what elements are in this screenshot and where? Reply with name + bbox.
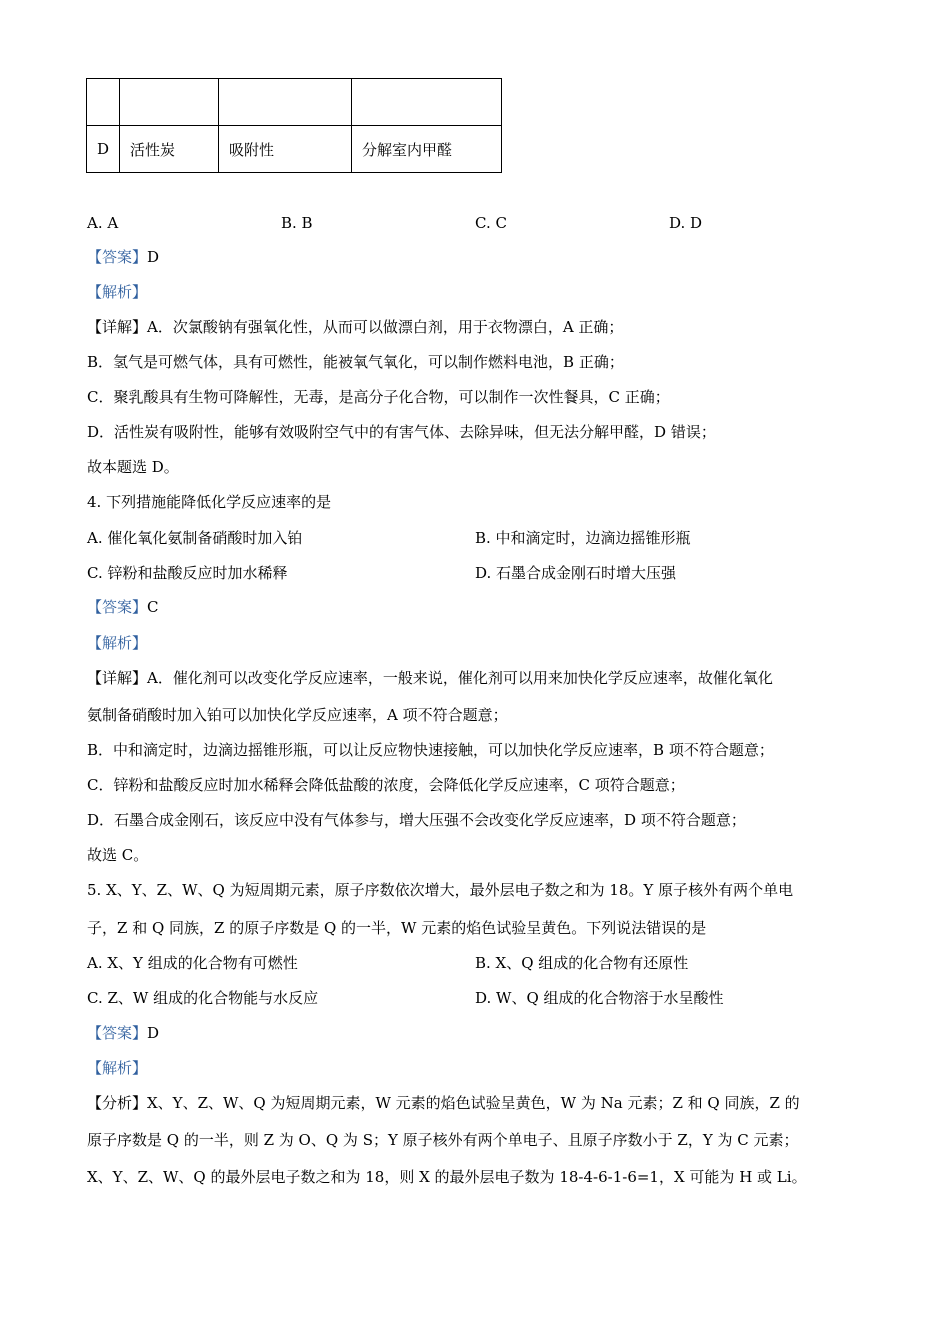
q3-detail-line: D．活性炭有吸附性，能够有效吸附空气中的有害气体、去除异味，但无法分解甲醛，D 错误； (87, 423, 716, 441)
q3-option-a: A. A (87, 214, 119, 232)
q4-detail-line: 【详解】A．催化剂可以改变化学反应速率，一般来说，催化剂可以用来加快化学反应速率，故催化氧化 (87, 669, 773, 687)
q5-option-c: C. Z、W 组成的化合物能与水反应 (87, 989, 319, 1007)
substance-cell: 活性炭 (120, 126, 219, 173)
q4-stem: 4. 下列措施能降低化学反应速率的是 (87, 493, 332, 511)
q4-detail-line: B．中和滴定时，边滴边摇锥形瓶，可以让反应物快速接触，可以加快化学反应速率，B 项不符合题意； (87, 741, 774, 759)
q4-answer: 【答案】C (87, 598, 159, 616)
q3-detail-line: C．聚乳酸具有生物可降解性，无毒，是高分子化合物，可以制作一次性餐具，C 正确； (87, 388, 670, 406)
q5-detail-line: 【分析】X、Y、Z、W、Q 为短周期元素，W 元素的焰色试验呈黄色，W 为 Na 元素；Z 和 Q 同族，Z 的 (87, 1094, 800, 1112)
q4-analysis-tag: 【解析】 (87, 634, 148, 652)
q3-option-d: D. D (669, 214, 703, 232)
q5-option-a: A. X、Y 组成的化合物有可燃性 (87, 954, 298, 972)
q4-detail-line: C．锌粉和盐酸反应时加水稀释会降低盐酸的浓度，会降低化学反应速率，C 项符合题意； (87, 776, 685, 794)
q3-option-b: B. B (281, 214, 313, 232)
use-cell: 分解室内甲醛 (352, 126, 502, 173)
table-row (87, 79, 502, 126)
q4-option-b: B. 中和滴定时，边滴边摇锥形瓶 (475, 529, 691, 547)
q4-conclusion: 故选 C。 (87, 846, 149, 864)
q4-detail-line: D．石墨合成金刚石，该反应中没有气体参与，增大压强不会改变化学反应速率，D 项不符合题意； (87, 811, 746, 829)
table-row (87, 126, 502, 173)
q5-answer: 【答案】D (87, 1024, 160, 1042)
q3-conclusion: 故本题选 D。 (87, 458, 179, 476)
q4-option-c: C. 锌粉和盐酸反应时加水稀释 (87, 564, 288, 582)
q5-detail-line: 原子序数是 Q 的一半，则 Z 为 O、Q 为 S；Y 原子核外有两个单电子、且原子序数小于 Z，Y 为 C 元素； (87, 1131, 799, 1149)
q5-stem-line: 5. X、Y、Z、W、Q 为短周期元素，原子序数依次增大，最外层电子数之和为 18。Y 原子核外有两个单电 (87, 881, 794, 899)
q4-option-a: A. 催化氧化氨制备硝酸时加入铂 (87, 529, 303, 547)
q5-analysis-tag: 【解析】 (87, 1059, 148, 1077)
q3-answer: 【答案】D (87, 248, 160, 266)
q4-option-d: D. 石墨合成金刚石时增大压强 (475, 564, 677, 582)
row-label: D (87, 126, 120, 173)
q4-detail-line: 氨制备硝酸时加入铂可以加快化学反应速率，A 项不符合题意； (87, 706, 508, 724)
q5-option-d: D. W、Q 组成的化合物溶于水呈酸性 (475, 989, 724, 1007)
q5-detail-line: X、Y、Z、W、Q 的最外层电子数之和为 18，则 X 的最外层电子数为 18-4-6-1-6=1，X 可能为 H 或 Li。 (87, 1168, 807, 1186)
q3-option-c: C. C (475, 214, 507, 232)
q5-option-b: B. X、Q 组成的化合物有还原性 (475, 954, 689, 972)
property-cell: 吸附性 (219, 126, 352, 173)
options-table (86, 78, 502, 173)
q3-detail-line: B．氢气是可燃气体，具有可燃性，能被氧气氧化，可以制作燃料电池，B 正确； (87, 353, 624, 371)
q3-detail-line: 【详解】A．次氯酸钠有强氧化性，从而可以做漂白剂，用于衣物漂白，A 正确； (87, 318, 624, 336)
q5-stem-line: 子，Z 和 Q 同族，Z 的原子序数是 Q 的一半，W 元素的焰色试验呈黄色。下列说法错误的是 (87, 919, 707, 937)
q3-analysis-tag: 【解析】 (87, 283, 148, 301)
